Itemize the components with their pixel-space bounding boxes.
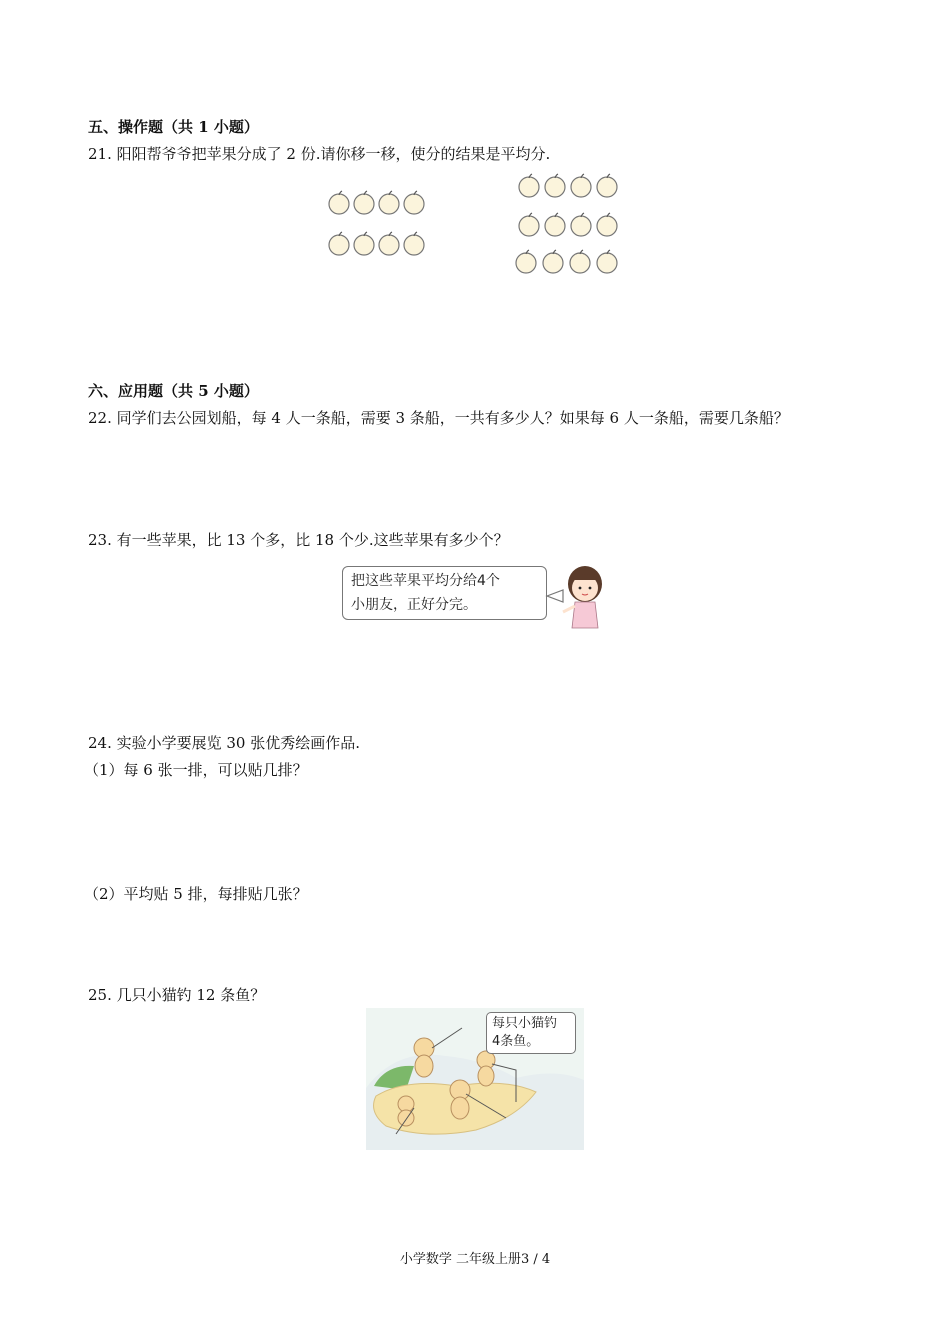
section5-heading: 五、操作题（共 1 小题） bbox=[88, 118, 259, 136]
left-apple-group bbox=[329, 191, 424, 255]
cats-speech-bubble bbox=[486, 1012, 576, 1054]
page-footer: 小学数学 二年级上册3 / 4 bbox=[399, 1252, 551, 1267]
question-21: 21. 阳阳帮爷爷把苹果分成了 2 份.请你移一移，使分的结果是平均分. bbox=[88, 145, 551, 163]
question-23: 23. 有一些苹果，比 13 个多，比 18 个少.这些苹果有多少个？ bbox=[88, 531, 509, 549]
question-25: 25. 几只小猫钓 12 条鱼？ bbox=[88, 986, 266, 1004]
speech-bubble bbox=[342, 566, 547, 620]
girl-speech-figure bbox=[340, 562, 610, 632]
question-22: 22. 同学们去公园划船，每 4 人一条船，需要 3 条船，一共有多少人？如果每 6 人一条船，需要几条船？ bbox=[88, 409, 789, 427]
speech-line-2: 小朋友，正好分完。 bbox=[351, 597, 477, 613]
section6-heading: 六、应用题（共 5 小题） bbox=[88, 382, 259, 400]
cats-speech-line-2: 4条鱼。 bbox=[492, 1034, 540, 1049]
cats-speech-line-1: 每只小猫钓 bbox=[492, 1016, 558, 1031]
right-apple-group bbox=[516, 174, 617, 273]
speech-line-1: 把这些苹果平均分给4个 bbox=[351, 573, 500, 589]
cats-fishing-figure bbox=[366, 1008, 584, 1150]
girl-illustration bbox=[545, 562, 610, 632]
question-24: 24. 实验小学要展览 30 张优秀绘画作品. bbox=[88, 734, 361, 752]
apple-groups-figure bbox=[322, 170, 632, 282]
question-24-part-2: （2）平均贴 5 排，每排贴几张？ bbox=[84, 885, 308, 903]
question-24-part-1: （1）每 6 张一排，可以贴几排？ bbox=[84, 761, 308, 779]
